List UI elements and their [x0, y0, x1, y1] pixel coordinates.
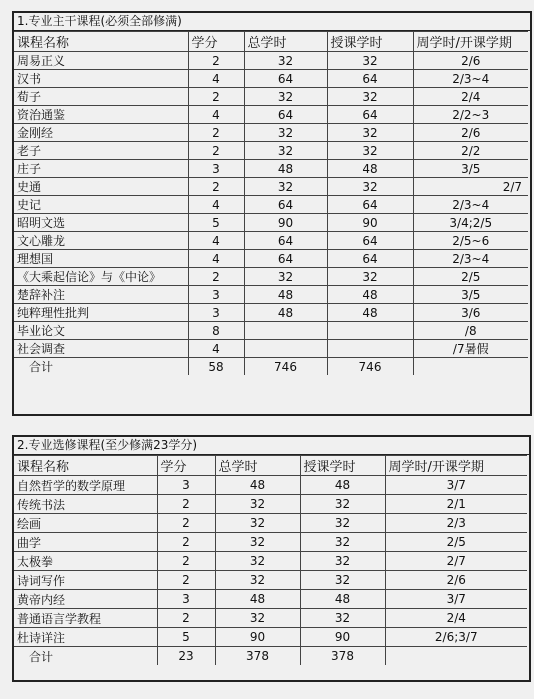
- weekly-hours-semester-cell: 2/7: [385, 552, 527, 571]
- teaching-hours-cell: 48: [327, 286, 413, 304]
- course-row-3: [14, 88, 528, 106]
- credits-cell: 4: [188, 250, 244, 268]
- weekly-hours-semester-cell: 3/5: [413, 160, 528, 178]
- credits-cell: 3: [188, 160, 244, 178]
- credits-cell: 4: [188, 232, 244, 250]
- credits-cell: 3: [157, 590, 215, 609]
- total-hours-cell: 32: [244, 88, 327, 106]
- credits-cell: 4: [188, 340, 244, 358]
- course-row-11: [14, 232, 528, 250]
- total-hours-cell: 32: [215, 552, 300, 571]
- course-row-1: [14, 52, 528, 70]
- credits-cell: 2: [188, 88, 244, 106]
- course-row-14: [14, 286, 528, 304]
- weekly-hours-semester-cell: 3/7: [385, 476, 527, 495]
- total-hours-cell: 64: [244, 196, 327, 214]
- total-hours-cell: 378: [215, 647, 300, 666]
- elective-courses-caption: 2.专业选修课程(至少修满23学分): [14, 437, 529, 455]
- total-hours-cell: [244, 322, 327, 340]
- teaching-hours-cell: 90: [300, 628, 385, 647]
- course-row-4: [14, 533, 527, 552]
- total-hours-cell: 32: [244, 142, 327, 160]
- course-name-cell: 史通: [14, 178, 188, 196]
- course-name-cell: 合计: [14, 358, 188, 376]
- weekly-hours-semester-cell: 2/7: [413, 178, 528, 196]
- teaching-hours-cell: 32: [300, 571, 385, 590]
- course-name-cell: 绘画: [14, 514, 157, 533]
- teaching-hours-cell: 64: [327, 70, 413, 88]
- credits-cell: 23: [157, 647, 215, 666]
- teaching-hours-cell: 48: [327, 160, 413, 178]
- weekly-hours-semester-cell: 3/4;2/5: [413, 214, 528, 232]
- teaching-hours-cell: 48: [300, 590, 385, 609]
- weekly-hours-semester-cell: 2/6: [413, 52, 528, 70]
- course-name-cell: 周易正义: [14, 52, 188, 70]
- course-row-1: [14, 476, 527, 495]
- header-course-name: 课程名称: [14, 32, 188, 52]
- core-courses-section: [12, 11, 532, 416]
- course-name-cell: 文心雕龙: [14, 232, 188, 250]
- total-hours-cell: 746: [244, 358, 327, 376]
- course-row-2: [14, 495, 527, 514]
- course-name-cell: 合计: [14, 647, 157, 666]
- core-courses-table: [14, 31, 528, 375]
- core-courses-caption: 1.专业主干课程(必须全部修满): [14, 13, 530, 31]
- course-row-5: [14, 124, 528, 142]
- course-name-cell: 楚辞补注: [14, 286, 188, 304]
- total-hours-cell: 90: [244, 214, 327, 232]
- course-name-cell: 毕业论文: [14, 322, 188, 340]
- course-name-cell: 自然哲学的数学原理: [14, 476, 157, 495]
- credits-cell: 2: [157, 609, 215, 628]
- teaching-hours-cell: 32: [300, 533, 385, 552]
- course-row-10: [14, 214, 528, 232]
- credits-cell: 8: [188, 322, 244, 340]
- credits-cell: 5: [157, 628, 215, 647]
- teaching-hours-cell: 32: [327, 124, 413, 142]
- teaching-hours-cell: 48: [300, 476, 385, 495]
- weekly-hours-semester-cell: /7暑假: [413, 340, 528, 358]
- elective-courses-table: [14, 455, 527, 665]
- weekly-hours-semester-cell: 3/6: [413, 304, 528, 322]
- teaching-hours-cell: 32: [327, 268, 413, 286]
- total-hours-cell: 64: [244, 250, 327, 268]
- credits-cell: 4: [188, 70, 244, 88]
- course-name-cell: 黄帝内经: [14, 590, 157, 609]
- course-row-17: [14, 340, 528, 358]
- course-row-16: [14, 322, 528, 340]
- total-row: [14, 358, 528, 376]
- weekly-hours-semester-cell: 3/7: [385, 590, 527, 609]
- course-name-cell: 传统书法: [14, 495, 157, 514]
- teaching-hours-cell: 32: [300, 552, 385, 571]
- weekly-hours-semester-cell: 2/1: [385, 495, 527, 514]
- total-hours-cell: 48: [215, 590, 300, 609]
- teaching-hours-cell: 32: [300, 514, 385, 533]
- course-name-cell: 老子: [14, 142, 188, 160]
- total-hours-cell: 32: [244, 268, 327, 286]
- total-hours-cell: 48: [244, 160, 327, 178]
- course-row-3: [14, 514, 527, 533]
- course-row-4: [14, 106, 528, 124]
- weekly-hours-semester-cell: 2/3~4: [413, 196, 528, 214]
- course-row-5: [14, 552, 527, 571]
- total-hours-cell: 32: [215, 609, 300, 628]
- credits-cell: 2: [157, 533, 215, 552]
- total-hours-cell: 32: [215, 571, 300, 590]
- course-name-cell: 庄子: [14, 160, 188, 178]
- total-hours-cell: 32: [244, 52, 327, 70]
- total-row: [14, 647, 527, 666]
- weekly-hours-semester-cell: 2/3~4: [413, 250, 528, 268]
- course-name-cell: 曲学: [14, 533, 157, 552]
- weekly-hours-semester-cell: 2/5: [413, 268, 528, 286]
- weekly-hours-semester-cell: [413, 358, 528, 376]
- course-name-cell: 昭明文选: [14, 214, 188, 232]
- teaching-hours-cell: 64: [327, 106, 413, 124]
- header-teaching-hours: 授课学时: [327, 32, 413, 52]
- weekly-hours-semester-cell: 2/4: [385, 609, 527, 628]
- teaching-hours-cell: 64: [327, 196, 413, 214]
- weekly-hours-semester-cell: 2/5~6: [413, 232, 528, 250]
- credits-cell: 2: [188, 178, 244, 196]
- teaching-hours-cell: 64: [327, 250, 413, 268]
- total-hours-cell: 32: [244, 178, 327, 196]
- course-name-cell: 杜诗详注: [14, 628, 157, 647]
- total-hours-cell: 32: [244, 124, 327, 142]
- teaching-hours-cell: 378: [300, 647, 385, 666]
- weekly-hours-semester-cell: 2/5: [385, 533, 527, 552]
- course-row-6: [14, 142, 528, 160]
- weekly-hours-semester-cell: /8: [413, 322, 528, 340]
- total-hours-cell: 64: [244, 232, 327, 250]
- credits-cell: 3: [188, 304, 244, 322]
- header-weekly-hours-semester: 周学时/开课学期: [385, 456, 527, 476]
- course-row-13: [14, 268, 528, 286]
- course-name-cell: 《大乘起信论》与《中论》: [14, 268, 188, 286]
- credits-cell: 2: [188, 268, 244, 286]
- course-name-cell: 荀子: [14, 88, 188, 106]
- course-row-6: [14, 571, 527, 590]
- total-hours-cell: 32: [215, 495, 300, 514]
- teaching-hours-cell: 32: [300, 495, 385, 514]
- credits-cell: 2: [188, 124, 244, 142]
- course-name-cell: 资治通鉴: [14, 106, 188, 124]
- weekly-hours-semester-cell: 2/3~4: [413, 70, 528, 88]
- header-total-hours: 总学时: [215, 456, 300, 476]
- weekly-hours-semester-cell: 2/2~3: [413, 106, 528, 124]
- table-header-row: [14, 456, 527, 476]
- total-hours-cell: 48: [215, 476, 300, 495]
- weekly-hours-semester-cell: 2/6: [385, 571, 527, 590]
- course-name-cell: 史记: [14, 196, 188, 214]
- teaching-hours-cell: 32: [300, 609, 385, 628]
- credits-cell: 58: [188, 358, 244, 376]
- credits-cell: 2: [157, 571, 215, 590]
- teaching-hours-cell: 32: [327, 88, 413, 106]
- credits-cell: 4: [188, 196, 244, 214]
- course-name-cell: 诗词写作: [14, 571, 157, 590]
- teaching-hours-cell: 48: [327, 304, 413, 322]
- header-credits: 学分: [157, 456, 215, 476]
- weekly-hours-semester-cell: [385, 647, 527, 666]
- teaching-hours-cell: 746: [327, 358, 413, 376]
- course-name-cell: 金刚经: [14, 124, 188, 142]
- weekly-hours-semester-cell: 2/3: [385, 514, 527, 533]
- teaching-hours-cell: 32: [327, 178, 413, 196]
- course-row-8: [14, 609, 527, 628]
- header-course-name: 课程名称: [14, 456, 157, 476]
- total-hours-cell: [244, 340, 327, 358]
- weekly-hours-semester-cell: 3/5: [413, 286, 528, 304]
- course-name-cell: 纯粹理性批判: [14, 304, 188, 322]
- course-row-15: [14, 304, 528, 322]
- teaching-hours-cell: 32: [327, 142, 413, 160]
- total-hours-cell: 48: [244, 304, 327, 322]
- total-hours-cell: 32: [215, 514, 300, 533]
- course-name-cell: 普通语言学教程: [14, 609, 157, 628]
- credits-cell: 3: [157, 476, 215, 495]
- credits-cell: 2: [157, 495, 215, 514]
- weekly-hours-semester-cell: 2/2: [413, 142, 528, 160]
- course-row-8: [14, 178, 528, 196]
- course-row-7: [14, 590, 527, 609]
- teaching-hours-cell: 64: [327, 232, 413, 250]
- total-hours-cell: 64: [244, 106, 327, 124]
- header-teaching-hours: 授课学时: [300, 456, 385, 476]
- weekly-hours-semester-cell: 2/6: [413, 124, 528, 142]
- total-hours-cell: 64: [244, 70, 327, 88]
- course-row-9: [14, 196, 528, 214]
- credits-cell: 5: [188, 214, 244, 232]
- elective-courses-section: [12, 435, 531, 682]
- teaching-hours-cell: 90: [327, 214, 413, 232]
- teaching-hours-cell: 32: [327, 52, 413, 70]
- credits-cell: 4: [188, 106, 244, 124]
- teaching-hours-cell: [327, 322, 413, 340]
- course-name-cell: 汉书: [14, 70, 188, 88]
- total-hours-cell: 90: [215, 628, 300, 647]
- total-hours-cell: 48: [244, 286, 327, 304]
- credits-cell: 2: [157, 514, 215, 533]
- credits-cell: 2: [188, 52, 244, 70]
- course-name-cell: 理想国: [14, 250, 188, 268]
- header-total-hours: 总学时: [244, 32, 327, 52]
- course-name-cell: 社会调查: [14, 340, 188, 358]
- course-row-9: [14, 628, 527, 647]
- header-credits: 学分: [188, 32, 244, 52]
- weekly-hours-semester-cell: 2/4: [413, 88, 528, 106]
- teaching-hours-cell: [327, 340, 413, 358]
- course-row-7: [14, 160, 528, 178]
- weekly-hours-semester-cell: 2/6;3/7: [385, 628, 527, 647]
- header-weekly-hours-semester: 周学时/开课学期: [413, 32, 528, 52]
- credits-cell: 2: [157, 552, 215, 571]
- table-header-row: [14, 32, 528, 52]
- course-name-cell: 太极拳: [14, 552, 157, 571]
- course-row-12: [14, 250, 528, 268]
- credits-cell: 2: [188, 142, 244, 160]
- total-hours-cell: 32: [215, 533, 300, 552]
- course-row-2: [14, 70, 528, 88]
- credits-cell: 3: [188, 286, 244, 304]
